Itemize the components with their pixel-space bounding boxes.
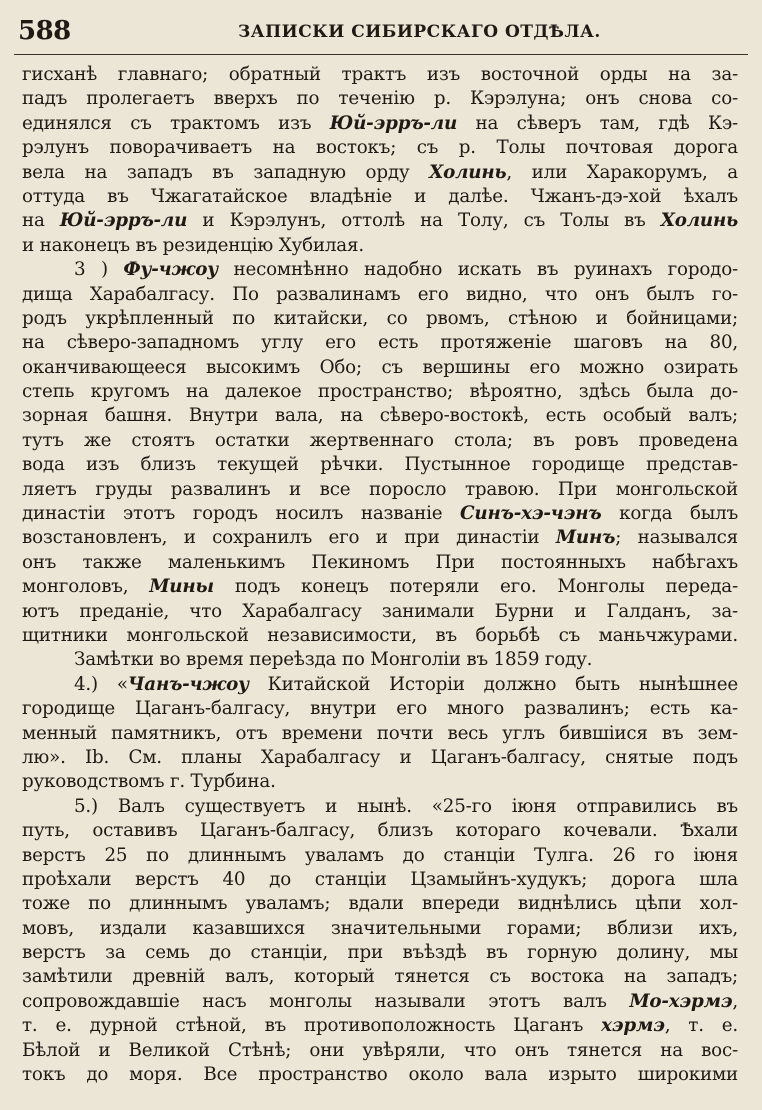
text-run: вела на западъ въ западную орду: [22, 161, 430, 183]
text-line: [22, 722, 738, 746]
text-line: [22, 429, 738, 453]
text-run: городище Цаганъ-балгасу, внутри его много развалинъ; есть ка-: [22, 698, 738, 720]
italic-term: Холинь: [660, 210, 738, 232]
text-run: менный памятникъ, отъ времени почти весь углъ бившіися въ зем-: [22, 722, 738, 744]
text-run: степь кругомъ на далекое пространство; вѣроятно, здѣсь была до-: [22, 381, 738, 403]
running-title: ЗАПИСКИ СИБИРСКАГО ОТДѢЛА.: [238, 22, 601, 42]
text-line: [22, 941, 738, 965]
text-line: [22, 380, 738, 404]
text-run: ; назывался: [615, 527, 738, 549]
text-line: [22, 234, 738, 258]
text-line: [22, 648, 738, 672]
text-line: [22, 87, 738, 111]
text-run: родъ укрѣпленный по китайски, со рвомъ, стѣною и бойницами;: [22, 307, 738, 329]
italic-term: Юй-эрръ-ли: [329, 112, 458, 134]
text-run: верстъ за семь до станціи, при въѣздѣ въ горную долину, мы: [22, 942, 738, 964]
text-run: ляетъ груды развалинъ и все поросло травою. При монгольской: [22, 478, 738, 500]
italic-term: хэрмэ: [601, 1015, 665, 1037]
text-run: ,: [732, 990, 738, 1012]
text-run: оканчивающееся высокимъ Обо; съ вершины его можно озирать: [22, 356, 738, 378]
text-line: [22, 185, 738, 209]
italic-term: Минъ: [555, 527, 616, 549]
text-run: проѣхали верстъ 40 до станціи Цзамыйнъ-худукъ; дорога шла: [22, 868, 738, 890]
text-line: [22, 63, 738, 87]
text-line: [22, 844, 738, 868]
text-run: монголовъ,: [22, 576, 150, 598]
text-line: [22, 404, 738, 428]
text-line: [22, 551, 738, 575]
text-line: [22, 453, 738, 477]
text-run: ютъ преданіе, что Харабалгасу занимали Бурни и Галданъ, за-: [22, 600, 738, 622]
text-run: возстановленъ, и сохранилъ его и при династіи: [22, 527, 556, 549]
text-run: когда былъ: [601, 503, 738, 525]
header-rule: [14, 54, 748, 55]
text-line: [22, 331, 738, 355]
text-run: падъ пролегаетъ вверхъ по теченію р. Кэрэлуна; онъ снова со-: [22, 88, 738, 110]
text-line: [22, 746, 738, 770]
text-line: [22, 770, 738, 794]
text-run: несомнѣнно надобно искать въ руинахъ городо-: [217, 259, 738, 281]
text-line: [22, 283, 738, 307]
text-run: зорная башня. Внутри вала, на сѣверо-востокѣ, есть особый валъ;: [22, 405, 738, 427]
text-run: руководствомъ г. Турбина.: [22, 771, 276, 793]
text-line: [22, 624, 738, 648]
italic-term: Мо-хэрмэ: [629, 990, 733, 1012]
text-line: [22, 1014, 738, 1038]
text-line: [22, 795, 738, 819]
text-line: [22, 819, 738, 843]
text-run: лю». Ib. См. планы Харабалгасу и Цаганъ-балгасу, снятые подъ: [22, 746, 738, 768]
text-run: и Кэрэлунъ, оттолѣ на Толу, съ Толы въ: [187, 210, 661, 232]
text-run: верстъ 25 по длиннымъ уваламъ до станціи Тулга. 26 го іюня: [22, 844, 738, 866]
text-run: на сѣверо-западномъ углу его есть протяженіе шаговъ на 80,: [22, 332, 738, 354]
italic-term: Мины: [149, 576, 214, 598]
text-line: [22, 892, 738, 916]
text-run: вода изъ близъ текущей рѣчки. Пустынное городище представ-: [22, 454, 738, 476]
page-header: [18, 12, 748, 52]
italic-term: Фу-чжоу: [123, 259, 218, 281]
text-run: , или Харакорумъ, а: [506, 161, 738, 183]
text-run: на сѣверъ там, гдѣ Кэ-: [457, 112, 738, 134]
text-line: [22, 502, 738, 526]
text-run: т. е. дурной стѣной, въ противоположность Цаганъ: [22, 1015, 602, 1037]
body-text: [22, 63, 738, 1087]
text-run: подъ конецъ потеряли его. Монголы переда-: [213, 576, 738, 598]
text-line: [22, 161, 738, 185]
text-line: [22, 1039, 738, 1063]
text-run: тутъ же стоятъ остатки жертвеннаго стола; въ ровъ проведена: [22, 429, 738, 451]
text-line: [22, 209, 738, 233]
text-run: Бѣлой и Великой Стѣнѣ; они увѣряли, что онъ тянется на вос-: [22, 1039, 738, 1061]
text-run: и наконецъ въ резиденцію Хубилая.: [22, 234, 364, 256]
text-run: щитники монгольской независимости, въ борьбѣ съ маньчжурами.: [22, 624, 738, 646]
text-line: [22, 917, 738, 941]
text-run: 5.) Валъ существуетъ и нынѣ. «25-го іюня отправились въ: [74, 795, 738, 817]
text-run: династіи этотъ городъ носилъ названіе: [22, 503, 461, 525]
italic-term: Синъ-хэ-чэнъ: [460, 503, 602, 525]
text-line: [22, 526, 738, 550]
text-line: [22, 1063, 738, 1087]
text-line: [22, 478, 738, 502]
text-line: [22, 136, 738, 160]
text-line: [22, 600, 738, 624]
text-run: токъ до моря. Все пространство около вала изрыто широкими: [22, 1064, 738, 1086]
page-number: 588: [18, 16, 71, 46]
text-line: [22, 673, 738, 697]
italic-term: Юй-эрръ-ли: [59, 210, 188, 232]
text-line: [22, 307, 738, 331]
text-line: [22, 697, 738, 721]
text-line: [22, 112, 738, 136]
text-run: на: [22, 210, 60, 232]
text-line: [22, 258, 738, 282]
text-run: тоже по длиннымъ уваламъ; вдали впереди виднѣлись цѣпи хол-: [22, 893, 738, 915]
text-run: Замѣтки во время переѣзда по Монголіи въ 1859 году.: [74, 649, 593, 671]
text-run: онъ также маленькимъ Пекиномъ При постоянныхъ набѣгахъ: [22, 551, 738, 573]
text-run: 3 ): [74, 259, 124, 281]
italic-term: Холинь: [429, 161, 507, 183]
text-run: путь, оставивъ Цаганъ-балгасу, близъ котораго кочевали. Ѣхали: [22, 820, 738, 842]
text-line: [22, 356, 738, 380]
text-run: единялся съ трактомъ изъ: [22, 112, 330, 134]
text-run: рэлунъ поворачиваетъ на востокъ; съ р. Толы почтовая дорога: [22, 137, 738, 159]
text-run: дища Харабалгасу. По развалинамъ его видно, что онъ былъ го-: [22, 283, 738, 305]
text-run: 4.) «: [74, 673, 128, 695]
italic-term: Чанъ-чжоу: [127, 673, 249, 695]
text-run: , т. е.: [664, 1015, 738, 1037]
text-line: [22, 990, 738, 1014]
text-run: замѣтили древній валъ, который тянется съ востока на западъ;: [22, 966, 738, 988]
text-line: [22, 575, 738, 599]
text-line: [22, 868, 738, 892]
text-run: Китайской Исторіи должно быть нынѣшнее: [248, 673, 738, 695]
text-run: мовъ, издали казавшихся значительными горами; вблизи ихъ,: [22, 917, 738, 939]
text-run: оттуда въ Чжагатайское владѣніе и далѣе. Чжанъ-дэ-хой ѣхалъ: [22, 185, 738, 207]
text-line: [22, 965, 738, 989]
text-run: сопровождавшіе насъ монголы называли этотъ валъ: [22, 990, 630, 1012]
text-run: гисханѣ главнаго; обратный трактъ изъ восточной орды на за-: [22, 64, 738, 85]
